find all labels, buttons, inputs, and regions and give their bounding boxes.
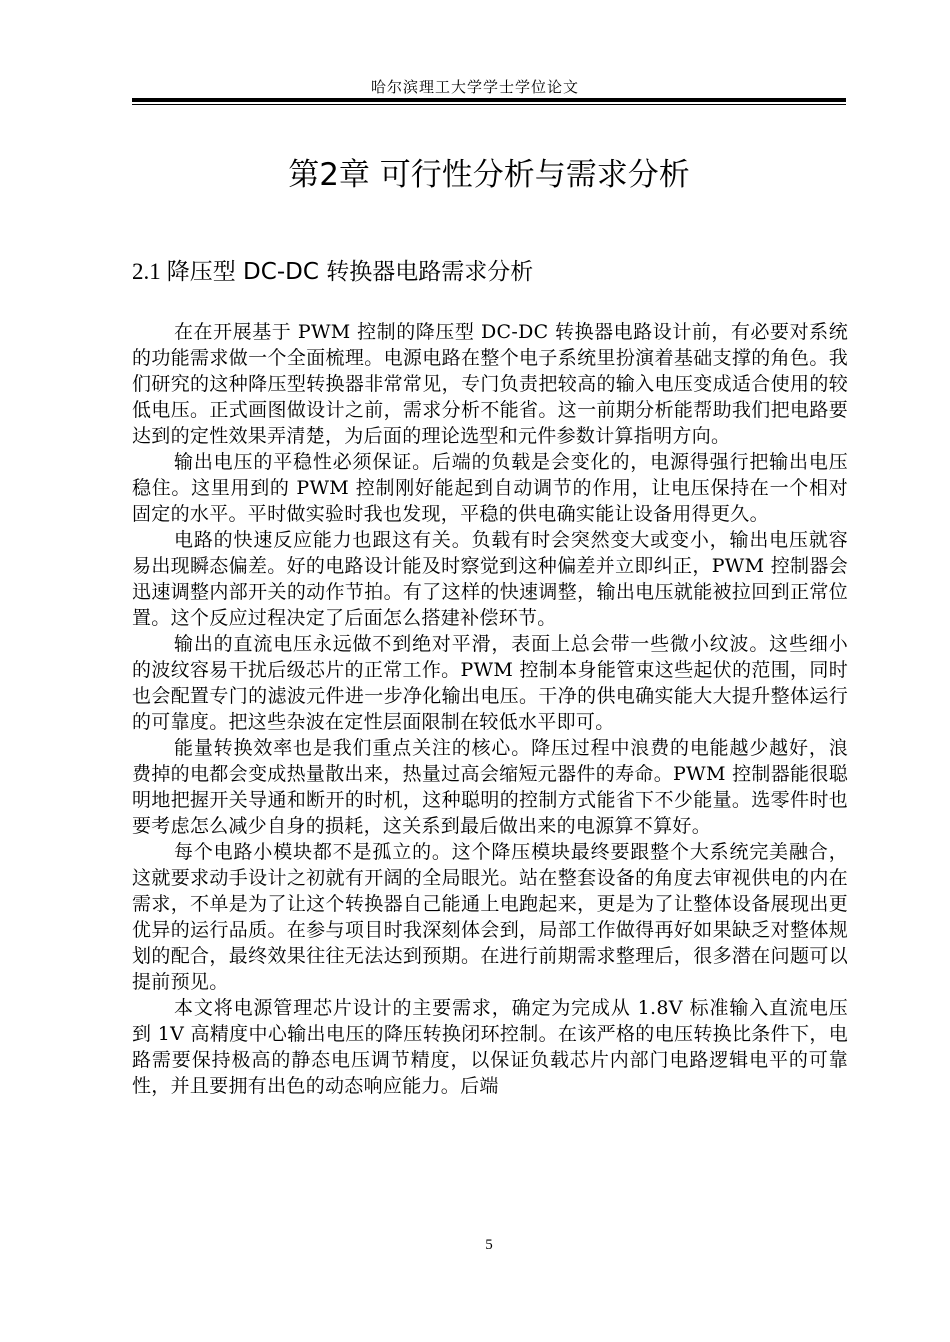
paragraph: 输出的直流电压永远做不到绝对平滑，表面上总会带一些微小纹波。这些细小的波纹容易干扰后级芯片的正常工作。PWM 控制本身能管束这些起伏的范围，同时也会配置专门的滤波元件进一步净化输出电压。干净的供电确实能大大提升整体运行的可靠度。把这些杂波在定性层面限制在较低水平即可。 [132, 633, 848, 733]
running-header: 哈尔滨理工大学学士学位论文 [370, 78, 579, 96]
paragraph: 每个电路小模块都不是孤立的。这个降压模块最终要跟整个大系统完美融合，这就要求动手设计之初就有开阔的全局眼光。站在整套设备的角度去审视供电的内在需求，不单是为了让这个转换器自己能通上电跑起来，更是为了让整体设备展现出更优异的运行品质。在参与项目时我深刻体会到，局部工作做得再好如果缺乏对整体规划的配合，最终效果往往无法达到预期。在进行前期需求整理后，很多潜在问题可以提前预见。 [132, 841, 848, 993]
section-title-text: 降压型 DC-DC 转换器电路需求分析 [166, 259, 534, 285]
header-rule-thin [132, 104, 846, 105]
chapter-title: 第2章 可行性分析与需求分析 [288, 157, 690, 193]
body-text [132, 319, 848, 1099]
paragraph: 电路的快速反应能力也跟这有关。负载有时会突然变大或变小，输出电压就容易出现瞬态偏差。好的电路设计能及时察觉到这种偏差并立即纠正，PWM 控制器会迅速调整内部开关的动作节拍。有了这样的快速调整，输出电压就能被拉回到正常位置。这个反应过程决定了后面怎么搭建补偿环节。 [132, 529, 848, 629]
paragraph: 本文将电源管理芯片设计的主要需求，确定为完成从 1.8V 标准输入直流电压到 1V 高精度中心输出电压的降压转换闭环控制。在该严格的电压转换比条件下，电路需要保持极高的静态电压调节精度，以保证负载芯片内部门电路逻辑电平的可靠性，并且要拥有出色的动态响应能力。后端 [132, 997, 848, 1097]
paragraph: 能量转换效率也是我们重点关注的核心。降压过程中浪费的电能越少越好，浪费掉的电都会变成热量散出来，热量过高会缩短元器件的寿命。PWM 控制器能很聪明地把握开关导通和断开的时机，这种聪明的控制方式能省下不少能量。选零件时也要考虑怎么减少自身的损耗，这关系到最后做出来的电源算不算好。 [132, 737, 848, 837]
page-number: 5 [485, 1237, 493, 1253]
paragraph: 输出电压的平稳性必须保证。后端的负载是会变化的，电源得强行把输出电压稳住。这里用到的 PWM 控制刚好能起到自动调节的作用，让电压保持在一个相对固定的水平。平时做实验时我也发现，平稳的供电确实能让设备用得更久。 [132, 451, 848, 525]
section-title [132, 256, 533, 288]
header-rule-thick [132, 98, 846, 102]
paragraph: 在在开展基于 PWM 控制的降压型 DC-DC 转换器电路设计前，有必要对系统的功能需求做一个全面梳理。电源电路在整个电子系统里扮演着基础支撑的角色。我们研究的这种降压型转换器非常常见，专门负责把较高的输入电压变成适合使用的较低电压。正式画图做设计之前，需求分析不能省。这一前期分析能帮助我们把电路要达到的定性效果弄清楚，为后面的理论选型和元件参数计算指明方向。 [132, 321, 848, 447]
section-number: 2.1 [132, 259, 161, 284]
